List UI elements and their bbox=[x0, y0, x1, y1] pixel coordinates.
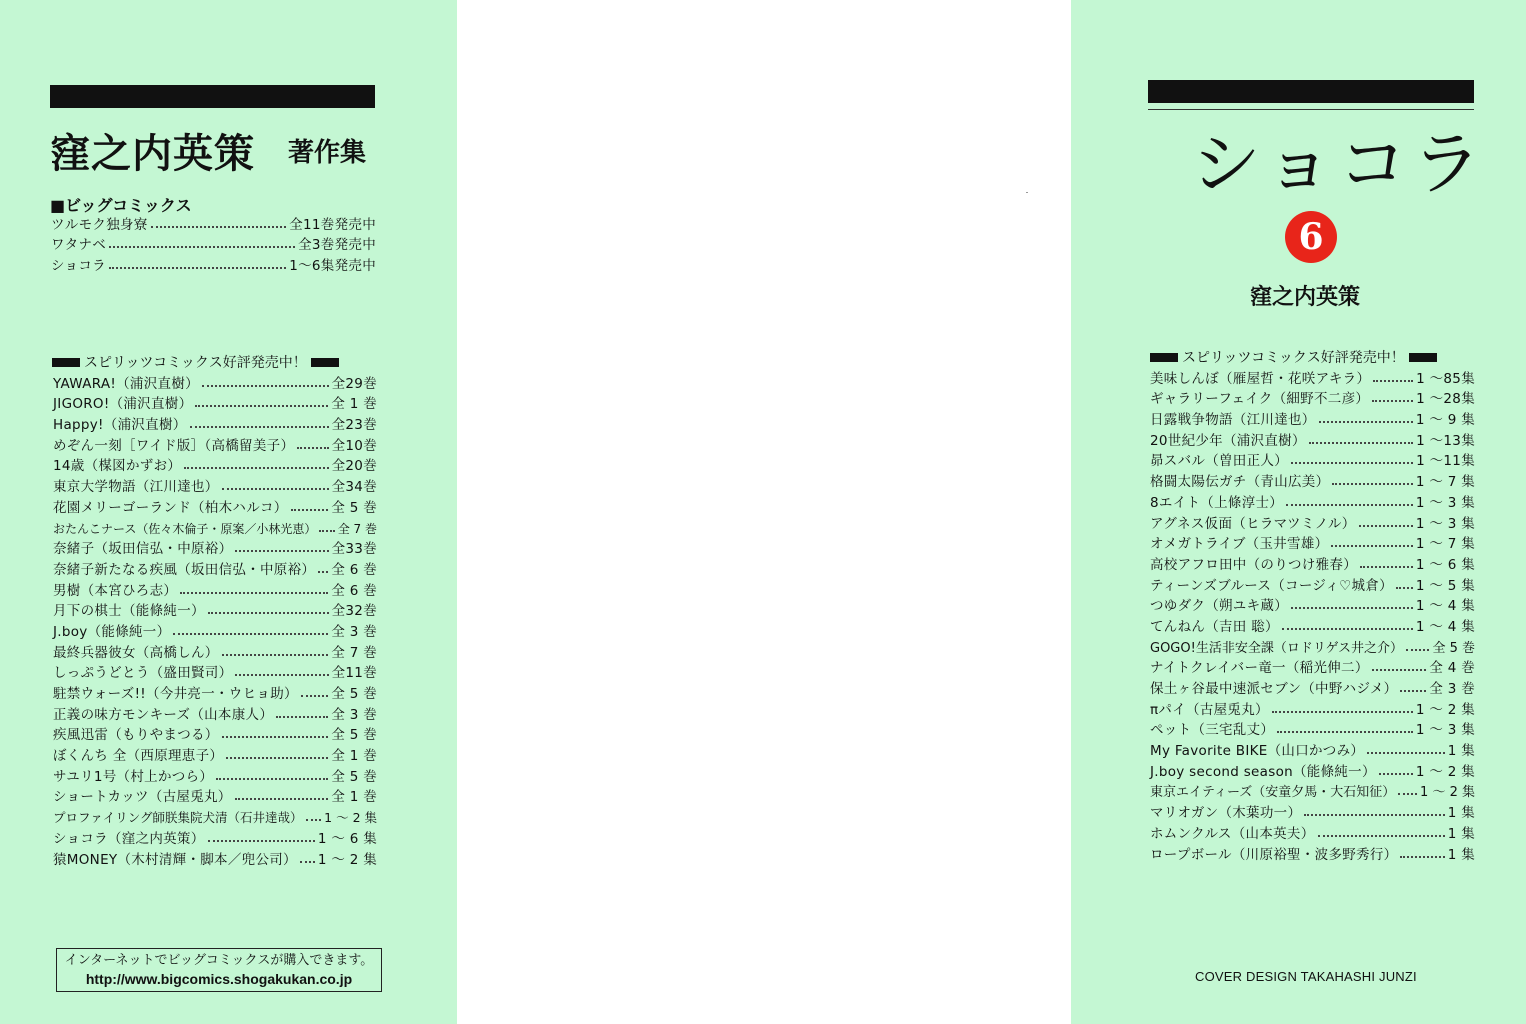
leader-dots bbox=[222, 488, 329, 490]
item-title: ショートカッツ（古屋兎丸） bbox=[53, 789, 232, 806]
item-title: 奈緒子新たなる疾風（坂田信弘・中原裕） bbox=[53, 561, 316, 578]
item-volumes: 1 〜85集 bbox=[1416, 370, 1475, 387]
item-volumes: 1 集 bbox=[1447, 743, 1475, 760]
item-volumes: 1 〜 2 集 bbox=[317, 851, 377, 868]
leader-dots bbox=[195, 405, 328, 407]
list-item bbox=[1150, 573, 1475, 594]
bigcomics-heading: ■ビッグコミックス bbox=[50, 196, 192, 215]
leader-dots bbox=[300, 861, 315, 863]
item-title: J.boy second season（能條純一） bbox=[1150, 763, 1376, 780]
list-item bbox=[53, 474, 377, 495]
banner-block-left bbox=[52, 358, 80, 367]
list-item bbox=[53, 599, 377, 620]
leader-dots bbox=[1400, 856, 1444, 858]
list-item bbox=[53, 392, 377, 413]
leader-dots bbox=[1332, 483, 1412, 485]
item-title: 奈緒子（坂田信弘・中原裕） bbox=[53, 541, 233, 558]
item-volumes: 1 〜 9 集 bbox=[1415, 412, 1475, 429]
list-item bbox=[1150, 407, 1475, 428]
leader-dots bbox=[184, 467, 328, 469]
leader-dots bbox=[297, 447, 328, 449]
leader-dots bbox=[202, 385, 329, 387]
list-item bbox=[1150, 759, 1475, 780]
list-item bbox=[53, 847, 377, 868]
item-volumes: 1 〜 6 集 bbox=[1415, 556, 1475, 573]
list-item bbox=[53, 764, 377, 785]
list-item bbox=[1150, 449, 1475, 470]
spirits-list bbox=[1150, 366, 1475, 863]
item-title: 日露戦争物語（江川達也） bbox=[1150, 412, 1316, 429]
list-item bbox=[1150, 387, 1475, 408]
item-volumes: 全 5 巻 bbox=[1432, 640, 1475, 656]
item-title: 格闘太陽伝ガチ（青山広美） bbox=[1150, 474, 1330, 491]
spirits-list bbox=[53, 371, 377, 868]
item-title: ショコラ bbox=[51, 258, 106, 275]
item-title: GOGO!生活非安全課（ロドリゲス井之介） bbox=[1150, 640, 1404, 656]
item-title: プロファイリング師朕集院犬清（石井達哉） bbox=[53, 810, 303, 826]
item-title: 最終兵器彼女（高橋しん） bbox=[53, 644, 219, 661]
leader-dots bbox=[151, 226, 287, 228]
list-item bbox=[53, 826, 377, 847]
leader-dots bbox=[1277, 731, 1413, 733]
leader-dots bbox=[109, 246, 295, 248]
leader-dots bbox=[1304, 814, 1444, 816]
item-title: おたんこナース（佐々木倫子・原案／小林光恵） bbox=[53, 521, 317, 536]
item-volumes: 1 〜 3 集 bbox=[1415, 722, 1475, 739]
list-item bbox=[53, 454, 377, 475]
leader-dots bbox=[1309, 442, 1413, 444]
list-item bbox=[1150, 635, 1475, 656]
item-title: ホムンクルス（山本英夫） bbox=[1150, 825, 1315, 842]
item-title: ショコラ（窪之内英策） bbox=[53, 830, 205, 847]
list-item bbox=[53, 578, 377, 599]
bigcomics-list bbox=[51, 212, 376, 274]
leader-dots bbox=[173, 633, 328, 635]
leader-dots bbox=[1359, 525, 1413, 527]
leader-dots bbox=[1318, 835, 1445, 837]
list-item bbox=[1150, 780, 1475, 801]
leader-dots bbox=[208, 840, 315, 842]
volume-number-badge: 6 bbox=[1285, 211, 1337, 263]
spirits-banner-text: スピリッツコミックス好評発売中！ bbox=[1182, 350, 1405, 366]
item-volumes: 1 〜 7 集 bbox=[1415, 474, 1475, 491]
item-title: 駐禁ウォーズ!!（今井亮一・ウヒョ助） bbox=[53, 686, 298, 702]
series-title: ショコラ bbox=[1191, 123, 1486, 205]
item-title: マリオガン（木葉功一） bbox=[1150, 805, 1302, 822]
item-title: ナイトクレイバー竜一（稲光伸二） bbox=[1150, 660, 1369, 677]
list-item bbox=[53, 619, 377, 640]
item-title: ツルモク独身寮 bbox=[51, 216, 148, 233]
item-volumes: 全11巻発売中 bbox=[289, 216, 376, 233]
item-volumes: 全 5 巻 bbox=[331, 499, 377, 516]
leader-dots bbox=[208, 612, 329, 614]
item-title: 花園メリーゴーランド（柏木ハルコ） bbox=[53, 499, 288, 516]
item-title: 月下の棋士（能條純一） bbox=[53, 603, 205, 620]
item-volumes: 全32巻 bbox=[331, 603, 377, 620]
leader-dots bbox=[319, 530, 334, 532]
list-item bbox=[53, 743, 377, 764]
list-item bbox=[51, 212, 376, 233]
item-volumes: 全 7 巻 bbox=[337, 521, 377, 536]
item-title: しっぷうどとう（盛田賢司） bbox=[53, 665, 233, 682]
item-volumes: 全 3 巻 bbox=[331, 623, 377, 640]
list-item bbox=[1150, 676, 1475, 697]
leader-dots bbox=[1286, 504, 1413, 506]
item-title: 東京大学物語（江川達也） bbox=[53, 479, 219, 496]
item-volumes: 1 〜11集 bbox=[1416, 453, 1475, 470]
item-volumes: 全29巻 bbox=[331, 375, 377, 392]
item-volumes: 全 7 巻 bbox=[331, 644, 377, 661]
leader-dots bbox=[276, 716, 328, 718]
leader-dots bbox=[1291, 462, 1413, 464]
item-volumes: 1 〜 2 集 bbox=[324, 810, 377, 826]
item-volumes: 全 1 巻 bbox=[331, 789, 377, 806]
item-title: 8エイト（上條淳士） bbox=[1150, 494, 1284, 511]
item-title: J.boy（能條純一） bbox=[53, 623, 171, 640]
list-item bbox=[1150, 469, 1475, 490]
leader-dots bbox=[1372, 669, 1427, 671]
list-item bbox=[53, 785, 377, 806]
header-bar bbox=[50, 85, 375, 108]
item-volumes: 1〜6集発売中 bbox=[289, 258, 376, 275]
list-item bbox=[53, 723, 377, 744]
item-volumes: 全11巻 bbox=[331, 665, 377, 682]
item-title: ギャラリーフェイク（細野不二彦） bbox=[1150, 391, 1370, 408]
leader-dots bbox=[306, 819, 322, 821]
item-volumes: 全23巻 bbox=[331, 417, 377, 434]
list-item bbox=[53, 516, 377, 537]
item-title: 男樹（本宮ひろ志） bbox=[53, 582, 178, 599]
item-title: つゆダク（朔ユキ蔵） bbox=[1150, 598, 1288, 615]
item-title: オメガトライブ（玉井雪雄） bbox=[1150, 536, 1329, 553]
list-item bbox=[53, 433, 377, 454]
leader-dots bbox=[190, 426, 329, 428]
list-item bbox=[1150, 532, 1475, 553]
item-volumes: 全3巻発売中 bbox=[298, 237, 376, 254]
banner-block-right bbox=[311, 358, 339, 367]
list-item bbox=[51, 253, 376, 274]
item-title: サユリ1号（村上かつら） bbox=[53, 768, 214, 785]
list-item bbox=[53, 661, 377, 682]
scan-speck bbox=[1026, 192, 1028, 193]
item-title: 保土ヶ谷最中速派セブン（中野ハジメ） bbox=[1150, 681, 1398, 697]
item-volumes: 1 〜 2 集 bbox=[1415, 763, 1475, 780]
item-volumes: 全 1 巻 bbox=[331, 396, 377, 413]
item-volumes: 全34巻 bbox=[331, 479, 377, 496]
leader-dots bbox=[1400, 690, 1426, 692]
item-volumes: 1 集 bbox=[1447, 805, 1475, 822]
author-name: 窪之内英策 bbox=[1250, 285, 1361, 310]
spirits-banner bbox=[52, 352, 376, 372]
author-title: 窪之内英策 bbox=[50, 131, 255, 177]
list-item bbox=[1150, 738, 1475, 759]
item-volumes: 1 〜 4 集 bbox=[1415, 618, 1475, 635]
internet-note-text: インターネットでビッグコミックスが購入できます。 bbox=[64, 953, 374, 968]
internet-note-box bbox=[56, 948, 382, 992]
item-volumes: 1 〜28集 bbox=[1416, 391, 1475, 408]
leader-dots bbox=[109, 267, 286, 269]
item-volumes: 全 4 巻 bbox=[1429, 660, 1475, 677]
list-item bbox=[1150, 428, 1475, 449]
item-title: ティーンズブルース（コージィ♡城倉） bbox=[1150, 577, 1393, 594]
leader-dots bbox=[1379, 773, 1413, 775]
banner-block-right bbox=[1409, 353, 1437, 362]
cover-design-credit: COVER DESIGN TAKAHASHI JUNZI bbox=[1195, 969, 1417, 984]
list-item bbox=[53, 702, 377, 723]
leader-dots bbox=[1319, 421, 1413, 423]
list-item bbox=[1150, 594, 1475, 615]
item-title: めぞん一刻［ワイド版］（高橋留美子） bbox=[53, 437, 295, 454]
leader-dots bbox=[1360, 566, 1413, 568]
item-title: アグネス仮面（ヒラマツミノル） bbox=[1150, 515, 1356, 532]
spirits-banner bbox=[1150, 347, 1474, 367]
item-volumes: 1 〜 3 集 bbox=[1415, 515, 1475, 532]
list-item bbox=[1150, 656, 1475, 677]
leader-dots bbox=[235, 674, 328, 676]
item-title: My Favorite BIKE（山口かつみ） bbox=[1150, 743, 1365, 760]
item-volumes: 1 〜 2 集 bbox=[1415, 701, 1475, 718]
leader-dots bbox=[216, 778, 328, 780]
item-title: Happy!（浦沢直樹） bbox=[53, 417, 187, 434]
back-cover-panel bbox=[0, 0, 457, 1024]
item-volumes: 1 〜 4 集 bbox=[1415, 598, 1475, 615]
item-title: 20世紀少年（浦沢直樹） bbox=[1150, 432, 1306, 449]
list-item bbox=[1150, 490, 1475, 511]
spirits-banner-text: スピリッツコミックス好評発売中！ bbox=[84, 355, 307, 371]
leader-dots bbox=[235, 550, 328, 552]
item-title: 正義の味方モンキーズ（山本康人） bbox=[53, 706, 274, 723]
leader-dots bbox=[235, 798, 329, 800]
item-title: 高校アフロ田中（のりつけ雅春） bbox=[1150, 556, 1357, 573]
item-volumes: 1 〜 6 集 bbox=[317, 830, 377, 847]
leader-dots bbox=[222, 736, 329, 738]
item-volumes: 全 6 巻 bbox=[331, 582, 377, 599]
item-volumes: 1 〜 3 集 bbox=[1415, 494, 1475, 511]
list-item bbox=[1150, 821, 1475, 842]
list-item bbox=[1150, 697, 1475, 718]
leader-dots bbox=[180, 592, 328, 594]
front-cover-panel bbox=[1071, 0, 1526, 1024]
leader-dots bbox=[1373, 380, 1413, 382]
item-volumes: 1 〜 5 集 bbox=[1415, 577, 1475, 594]
list-item bbox=[51, 233, 376, 254]
leader-dots bbox=[222, 654, 329, 656]
leader-dots bbox=[1282, 628, 1413, 630]
item-volumes: 全20巻 bbox=[331, 458, 377, 475]
list-item bbox=[53, 805, 377, 826]
item-volumes: 全 5 巻 bbox=[331, 727, 377, 744]
works-label: 著作集 bbox=[288, 138, 367, 168]
list-item bbox=[1150, 511, 1475, 532]
list-item bbox=[1150, 366, 1475, 387]
list-item bbox=[1150, 614, 1475, 635]
leader-dots bbox=[1398, 793, 1417, 795]
list-item bbox=[53, 412, 377, 433]
list-item bbox=[53, 640, 377, 661]
item-title: πパイ（古屋兎丸） bbox=[1150, 701, 1269, 718]
item-title: ワタナベ bbox=[51, 237, 107, 254]
item-title: 美味しんぼ（雁屋哲・花咲アキラ） bbox=[1150, 370, 1371, 387]
item-title: 14歳（楳図かずお） bbox=[53, 458, 182, 475]
header-bar bbox=[1148, 80, 1474, 103]
list-item bbox=[53, 681, 377, 702]
leader-dots bbox=[318, 571, 328, 573]
list-item bbox=[1150, 842, 1475, 863]
item-volumes: 1 〜 7 集 bbox=[1415, 536, 1475, 553]
item-volumes: 全 3 巻 bbox=[1429, 681, 1475, 697]
item-volumes: 1 〜 2 集 bbox=[1420, 785, 1475, 801]
internet-url[interactable]: http://www.bigcomics.shogakukan.co.jp bbox=[85, 971, 353, 987]
list-item bbox=[53, 495, 377, 516]
leader-dots bbox=[301, 695, 329, 697]
item-volumes: 1 集 bbox=[1447, 846, 1475, 863]
leader-dots bbox=[1372, 400, 1413, 402]
leader-dots bbox=[226, 757, 328, 759]
item-volumes: 全 1 巻 bbox=[331, 748, 377, 765]
item-volumes: 1 集 bbox=[1447, 825, 1475, 842]
leader-dots bbox=[1291, 607, 1413, 609]
item-volumes: 全 3 巻 bbox=[331, 706, 377, 723]
leader-dots bbox=[1272, 711, 1413, 713]
item-title: 東京エイティーズ（安童夕馬・大石知征） bbox=[1150, 785, 1396, 801]
list-item bbox=[53, 371, 377, 392]
leader-dots bbox=[1367, 752, 1445, 754]
item-title: 昴スバル（曽田正人） bbox=[1150, 453, 1288, 470]
banner-block-left bbox=[1150, 353, 1178, 362]
item-volumes: 1 〜13集 bbox=[1416, 432, 1475, 449]
item-title: ぼくんち 全（西原理恵子） bbox=[53, 748, 224, 765]
list-item bbox=[1150, 718, 1475, 739]
item-volumes: 全 5 巻 bbox=[331, 768, 377, 785]
item-title: JIGORO!（浦沢直樹） bbox=[53, 396, 193, 413]
item-volumes: 全 6 巻 bbox=[331, 561, 377, 578]
leader-dots bbox=[1406, 649, 1429, 651]
item-title: 疾風迅雷（もりやまつる） bbox=[53, 727, 219, 744]
list-item bbox=[1150, 800, 1475, 821]
leader-dots bbox=[1331, 545, 1412, 547]
item-volumes: 全33巻 bbox=[331, 541, 377, 558]
item-title: 猿MONEY（木村清輝・脚本／兜公司） bbox=[53, 851, 297, 868]
item-volumes: 全10巻 bbox=[331, 437, 377, 454]
list-item bbox=[1150, 552, 1475, 573]
leader-dots bbox=[1396, 587, 1413, 589]
list-item bbox=[53, 537, 377, 558]
leader-dots bbox=[291, 509, 329, 511]
list-item bbox=[53, 557, 377, 578]
item-title: てんねん（吉田 聡） bbox=[1150, 618, 1279, 635]
item-title: ロープボール（川原裕聖・波多野秀行） bbox=[1150, 846, 1398, 863]
item-title: YAWARA!（浦沢直樹） bbox=[53, 375, 199, 392]
item-volumes: 全 5 巻 bbox=[331, 686, 377, 702]
item-title: ペット（三宅乱丈） bbox=[1150, 722, 1275, 739]
